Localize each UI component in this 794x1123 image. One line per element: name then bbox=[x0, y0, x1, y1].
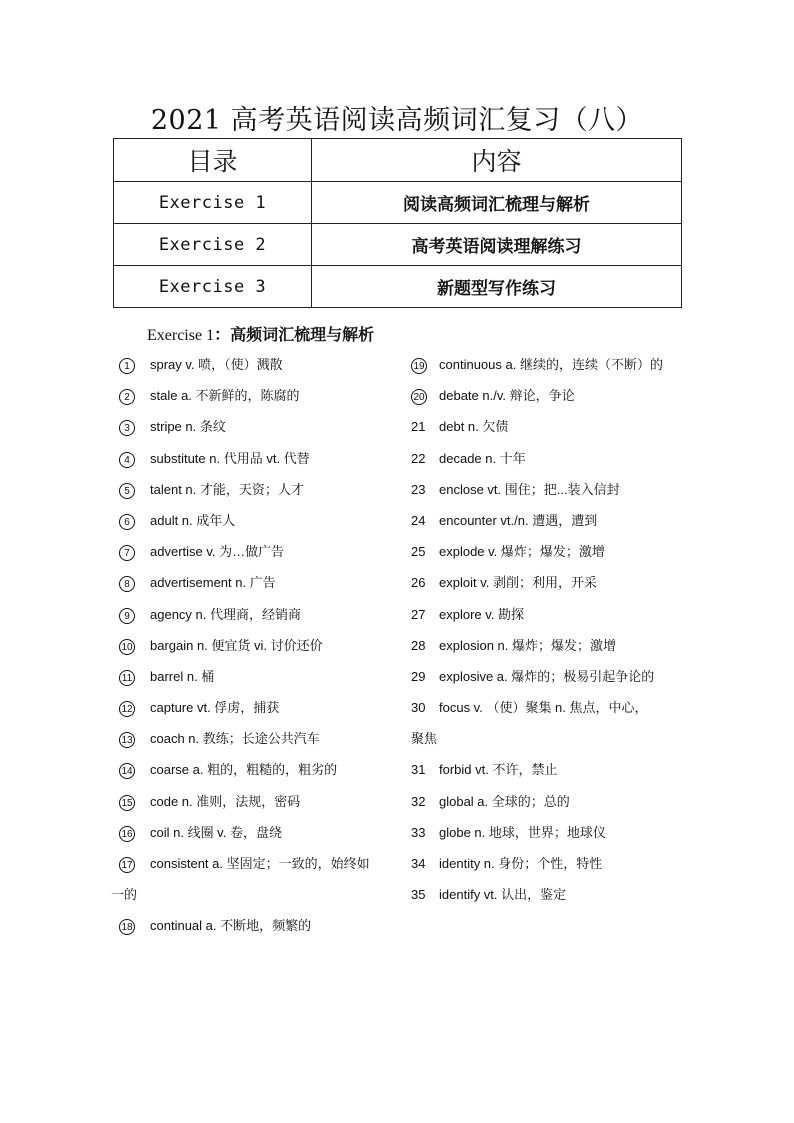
item-text: advertise v. 为…做广告 bbox=[150, 544, 285, 560]
item-number-value: 32 bbox=[411, 793, 426, 809]
item-text: encounter vt./n. 遭遇，遭到 bbox=[439, 512, 598, 528]
list-item bbox=[119, 760, 394, 791]
item-text: stripe n. 条纹 bbox=[150, 419, 226, 435]
item-text: advertisement n. 广告 bbox=[150, 575, 276, 591]
item-number bbox=[119, 729, 143, 749]
list-item bbox=[119, 823, 394, 854]
item-number bbox=[411, 386, 435, 406]
item-number-value: 33 bbox=[411, 824, 426, 840]
item-number-value: 34 bbox=[411, 856, 426, 872]
table-row bbox=[114, 182, 682, 224]
list-item bbox=[119, 792, 394, 823]
list-item bbox=[119, 916, 394, 947]
list-item bbox=[119, 417, 394, 448]
contents-header-row bbox=[114, 139, 682, 182]
item-number-value: 23 bbox=[411, 481, 426, 497]
item-number-value: 35 bbox=[411, 887, 426, 903]
item-text: bargain n. 便宜货 vi. 讨价还价 bbox=[150, 637, 323, 653]
item-text: coarse a. 粗的，粗糙的，粗劣的 bbox=[150, 762, 338, 778]
item-text: substitute n. 代用品 vt. 代替 bbox=[150, 450, 310, 466]
item-number-value: 30 bbox=[411, 700, 426, 716]
item-number bbox=[119, 605, 143, 625]
item-number-value: 12 bbox=[119, 701, 135, 717]
item-number-value: 11 bbox=[119, 670, 135, 686]
section-heading bbox=[147, 322, 374, 345]
item-text: identity n. 身份；个性，特性 bbox=[439, 856, 603, 872]
list-item bbox=[119, 573, 394, 604]
item-text: forbid vt. 不许，禁止 bbox=[439, 762, 558, 778]
item-number bbox=[119, 667, 143, 687]
item-number bbox=[411, 605, 435, 625]
item-text: globe n. 地球，世界；地球仪 bbox=[439, 824, 606, 840]
item-number bbox=[411, 823, 435, 843]
item-text: decade n. 十年 bbox=[439, 450, 526, 466]
item-number bbox=[119, 449, 143, 469]
item-number bbox=[411, 885, 435, 905]
list-item bbox=[411, 760, 686, 791]
item-text: debate n./v. 辩论，争论 bbox=[439, 388, 575, 404]
list-item bbox=[119, 480, 394, 511]
list-item bbox=[411, 480, 686, 511]
contents-table bbox=[113, 138, 682, 308]
item-number-value: 22 bbox=[411, 450, 426, 466]
item-number bbox=[119, 542, 143, 562]
item-number bbox=[119, 854, 143, 874]
item-number-value: 15 bbox=[119, 795, 135, 811]
list-item bbox=[411, 386, 686, 417]
item-number bbox=[119, 698, 143, 718]
item-number-value: 26 bbox=[411, 575, 426, 591]
item-number bbox=[411, 417, 435, 437]
item-number-value: 14 bbox=[119, 763, 135, 779]
item-number-value: 5 bbox=[119, 483, 135, 499]
item-number bbox=[411, 636, 435, 656]
list-item bbox=[411, 823, 686, 854]
item-text: continual a. 不断地，频繁的 bbox=[150, 918, 312, 934]
exercise-content: 新题型写作练习 bbox=[312, 266, 682, 308]
list-item bbox=[119, 667, 394, 698]
list-item bbox=[119, 729, 394, 760]
document-title: 2021 高考英语阅读高频词汇复习（八） bbox=[150, 105, 644, 136]
item-text: coach n. 教练；长途公共汽车 bbox=[150, 731, 320, 747]
list-item bbox=[411, 417, 686, 448]
item-number-value: 31 bbox=[411, 762, 426, 778]
item-number-value: 16 bbox=[119, 826, 135, 842]
list-item bbox=[119, 542, 394, 573]
list-item bbox=[411, 449, 686, 480]
item-number bbox=[411, 760, 435, 780]
item-number bbox=[119, 760, 143, 780]
item-number-value: 2 bbox=[119, 389, 135, 405]
item-number-value: 7 bbox=[119, 545, 135, 561]
item-text: code n. 准则，法规，密码 bbox=[150, 793, 301, 809]
item-number-value: 25 bbox=[411, 544, 426, 560]
list-item bbox=[119, 355, 394, 386]
item-number bbox=[119, 417, 143, 437]
item-text: adult n. 成年人 bbox=[150, 512, 236, 528]
item-text: consistent a. 坚固定；一致的，始终如 bbox=[150, 856, 370, 871]
item-number-value: 3 bbox=[119, 420, 135, 436]
vocab-list-left bbox=[111, 355, 394, 948]
item-number bbox=[119, 480, 143, 500]
item-number-value: 13 bbox=[119, 732, 135, 748]
item-number-value: 1 bbox=[119, 358, 135, 374]
list-item bbox=[411, 573, 686, 604]
item-text: identify vt. 认出，鉴定 bbox=[439, 887, 567, 903]
item-number bbox=[411, 573, 435, 593]
exercise-label: Exercise 2 bbox=[114, 224, 312, 266]
item-number-value: 10 bbox=[119, 639, 135, 655]
item-number bbox=[411, 854, 435, 874]
item-text: focus v. （使）聚集 n. 焦点，中心， bbox=[439, 700, 648, 716]
item-text: capture vt. 俘虏，捕获 bbox=[150, 700, 280, 716]
item-number bbox=[119, 916, 143, 936]
item-text-continued: 聚焦 bbox=[411, 731, 438, 747]
item-number bbox=[411, 355, 435, 375]
section-heading-cn: ：高频词汇梳理与解析 bbox=[214, 325, 375, 344]
item-number bbox=[119, 636, 143, 656]
item-text: enclose vt. 围住；把...装入信封 bbox=[439, 481, 620, 497]
item-number-value: 18 bbox=[119, 919, 135, 935]
item-number-value: 27 bbox=[411, 606, 426, 622]
item-number-value: 4 bbox=[119, 452, 135, 468]
list-item bbox=[411, 511, 686, 542]
item-text: explode v. 爆炸；爆发；激增 bbox=[439, 544, 605, 560]
vocab-list-right bbox=[411, 355, 686, 916]
item-number-value: 8 bbox=[119, 576, 135, 592]
list-item bbox=[119, 449, 394, 480]
item-number-value: 20 bbox=[411, 389, 427, 405]
item-number bbox=[411, 511, 435, 531]
table-row bbox=[114, 266, 682, 308]
item-text: explosive a. 爆炸的；极易引起争论的 bbox=[439, 668, 655, 684]
item-number bbox=[411, 792, 435, 812]
header-content: 内容 bbox=[312, 139, 682, 182]
item-number bbox=[119, 792, 143, 812]
list-item bbox=[111, 854, 394, 916]
item-text: agency n. 代理商，经销商 bbox=[150, 606, 301, 622]
list-item bbox=[411, 854, 686, 885]
list-item bbox=[411, 636, 686, 667]
item-number bbox=[411, 449, 435, 469]
exercise-label: Exercise 1 bbox=[114, 182, 312, 224]
item-number-value: 21 bbox=[411, 419, 426, 435]
list-item bbox=[119, 605, 394, 636]
list-item bbox=[119, 698, 394, 729]
item-number bbox=[119, 511, 143, 531]
list-item bbox=[119, 511, 394, 542]
list-item bbox=[119, 386, 394, 417]
table-row bbox=[114, 224, 682, 266]
list-item bbox=[411, 355, 686, 386]
header-toc: 目录 bbox=[114, 139, 312, 182]
item-text: stale a. 不新鲜的，陈腐的 bbox=[150, 388, 300, 404]
item-number bbox=[411, 667, 435, 687]
item-number-value: 17 bbox=[119, 857, 135, 873]
exercise-content: 高考英语阅读理解练习 bbox=[312, 224, 682, 266]
item-number bbox=[411, 698, 435, 718]
item-text-continued: 一的 bbox=[111, 887, 138, 902]
item-number-value: 9 bbox=[119, 608, 135, 624]
item-text: exploit v. 剥削；利用，开采 bbox=[439, 575, 597, 591]
list-item bbox=[119, 636, 394, 667]
item-text: barrel n. 桶 bbox=[150, 668, 215, 684]
exercise-label: Exercise 3 bbox=[114, 266, 312, 308]
item-text: spray v. 喷，（使）溅散 bbox=[150, 357, 283, 372]
item-text: debt n. 欠债 bbox=[439, 419, 509, 435]
item-text: global a. 全球的；总的 bbox=[439, 793, 570, 809]
list-item bbox=[411, 542, 686, 573]
item-text: talent n. 才能，天资；人才 bbox=[150, 481, 304, 497]
item-number-value: 19 bbox=[411, 358, 427, 374]
list-item bbox=[411, 667, 686, 698]
list-item bbox=[411, 792, 686, 823]
item-number-value: 29 bbox=[411, 668, 426, 684]
item-number bbox=[411, 480, 435, 500]
item-number bbox=[411, 542, 435, 562]
list-item bbox=[411, 698, 686, 760]
list-item bbox=[411, 605, 686, 636]
item-number-value: 24 bbox=[411, 512, 426, 528]
item-number bbox=[119, 823, 143, 843]
item-number bbox=[119, 355, 143, 375]
item-number bbox=[119, 573, 143, 593]
list-item bbox=[411, 885, 686, 916]
item-number-value: 28 bbox=[411, 637, 426, 653]
item-number-value: 6 bbox=[119, 514, 135, 530]
item-text: coil n. 线圈 v. 卷，盘绕 bbox=[150, 824, 282, 840]
item-text: explore v. 勘探 bbox=[439, 606, 525, 622]
exercise-content: 阅读高频词汇梳理与解析 bbox=[312, 182, 682, 224]
item-text: continuous a. 继续的，连续（不断）的 bbox=[439, 357, 663, 372]
item-text: explosion n. 爆炸；爆发；激增 bbox=[439, 637, 616, 653]
item-number bbox=[119, 386, 143, 406]
section-heading-en: Exercise 1 bbox=[147, 327, 215, 344]
